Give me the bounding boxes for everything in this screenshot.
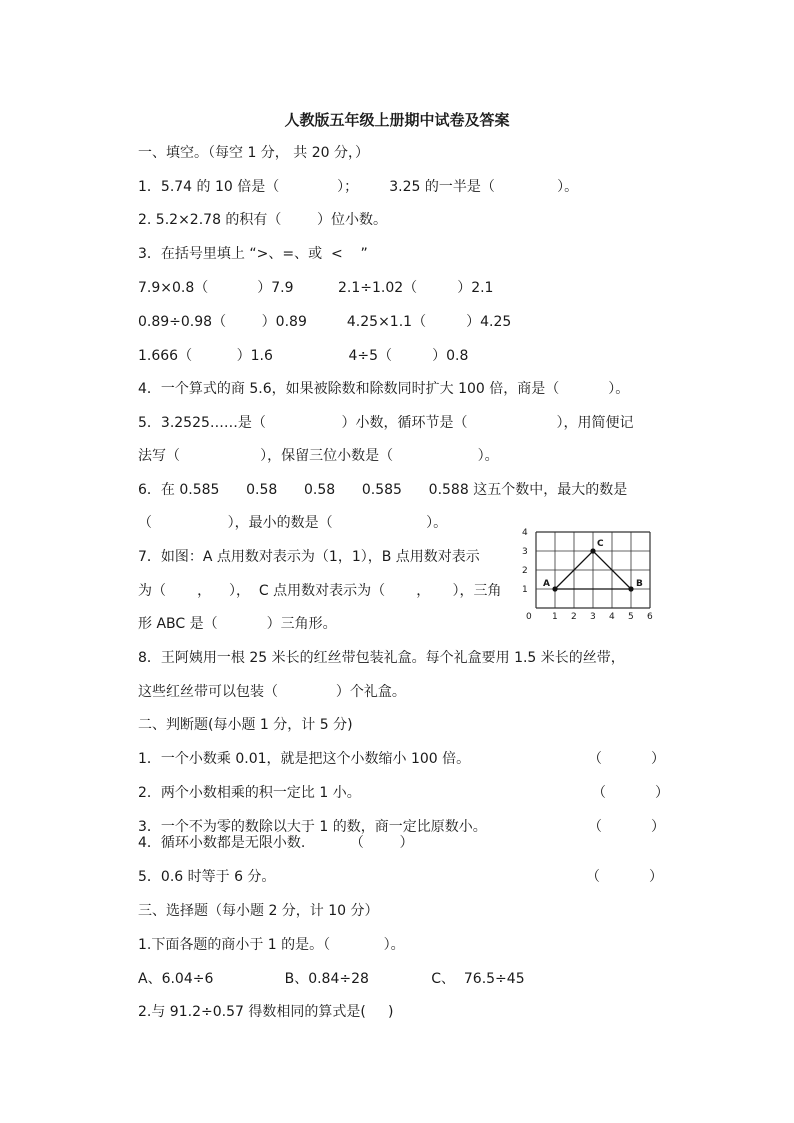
question-1-1: 1．5.74 的 10 倍是（ ）； 3.25 的一半是（ ）。 (138, 179, 579, 195)
question-1-2: 2. 5.2×2.78 的积有（ ）位小数。 (138, 212, 388, 228)
question-1-7-line1: 7．如图：A 点用数对表示为（1，1），B 点用数对表示 (138, 549, 480, 565)
y-tick-label: 2 (522, 566, 528, 576)
coordinate-grid (518, 526, 658, 622)
judge-answer-paren-5: （ ） (586, 869, 663, 885)
point-a (552, 586, 557, 591)
judge-question-3: 3．一个不为零的数除以大于 1 的数，商一定比原数小。 (138, 819, 487, 835)
x-tick-label: 4 (609, 612, 615, 622)
section3-heading: 三、选择题（每小题 2 分，计 10 分） (138, 903, 379, 919)
question-1-8-line2: 这些红丝带可以包装（ ）个礼盒。 (138, 684, 406, 700)
point-label-c: C (597, 539, 604, 549)
question-1-3-row3: 1.666（ ）1.6̇ 4÷5（ ）0.8 (138, 348, 469, 364)
x-tick-label: 0 (526, 612, 532, 622)
point-label-b: B (636, 579, 643, 589)
judge-question-5: 5．0.6 时等于 6 分。 (138, 869, 276, 885)
section2-heading: 二、判断题(每小题 1 分，计 5 分) (138, 717, 353, 733)
x-tick-label: 3 (590, 612, 596, 622)
choice-question-2: 2.与 91.2÷0.57 得数相同的算式是( ) (138, 1004, 394, 1020)
point-c (590, 548, 595, 553)
point-b (628, 586, 633, 591)
y-tick-label: 4 (522, 528, 528, 538)
judge-question-4: 4．循环小数都是无限小数. （ ） (138, 835, 414, 851)
question-1-3: 3．在括号里填上 “>、=、或 < ” (138, 246, 368, 262)
choice-question-1: 1.下面各题的商小于 1 的是。（ ）。 (138, 937, 405, 953)
judge-question-2: 2．两个小数相乘的积一定比 1 小。 (138, 785, 361, 801)
question-1-7-line3: 形 ABC 是（ ）三角形。 (138, 616, 337, 632)
judge-answer-paren-1: （ ） (588, 751, 665, 767)
question-1-5-line1: 5．3.2525……是（ ）小数，循环节是（ ），用简便记 (138, 415, 634, 431)
question-1-4: 4．一个算式的商 5.6，如果被除数和除数同时扩大 100 倍，商是（ ）。 (138, 381, 630, 397)
question-1-6-line1: 6．在 0.585 0.58 0.58 0.585 0.588 这五个数中，最大的数是 (138, 482, 628, 498)
question-1-5-line2: 法写（ ），保留三位小数是（ ）。 (138, 448, 499, 464)
x-tick-label: 1 (552, 612, 558, 622)
y-tick-label: 3 (522, 547, 528, 557)
choice-question-1-options: A、6.04÷6 B、0.84÷28 C、 76.5÷45 (138, 971, 525, 987)
question-1-3-row2: 0.89÷0.98（ ）0.89 4.25×1.1（ ）4.25 (138, 314, 512, 330)
question-1-6-line2: （ ），最小的数是（ ）。 (138, 515, 448, 531)
page-title: 人教版五年级上册期中试卷及答案 (284, 111, 510, 129)
x-tick-label: 2 (571, 612, 577, 622)
y-tick-label: 1 (522, 585, 528, 595)
judge-answer-paren-2: （ ） (592, 785, 669, 801)
x-tick-label: 5 (628, 612, 634, 622)
judge-question-1: 1．一个小数乘 0.01，就是把这个小数缩小 100 倍。 (138, 751, 471, 767)
question-1-8-line1: 8．王阿姨用一根 25 米长的红丝带包装礼盒。每个礼盒要用 1.5 米长的丝带， (138, 650, 625, 666)
question-1-7-line2: 为（ ， ）， C 点用数对表示为（ ， ），三角 (138, 583, 502, 599)
x-tick-label: 6 (647, 612, 653, 622)
section1-heading: 一、填空。（每空 1 分， 共 20 分，） (138, 145, 369, 161)
question-1-3-row1: 7.9×0.8（ ）7.9 2.1÷1.02（ ）2.1 (138, 280, 494, 296)
point-label-a: A (543, 579, 550, 589)
judge-answer-paren-3: （ ） (588, 819, 665, 835)
